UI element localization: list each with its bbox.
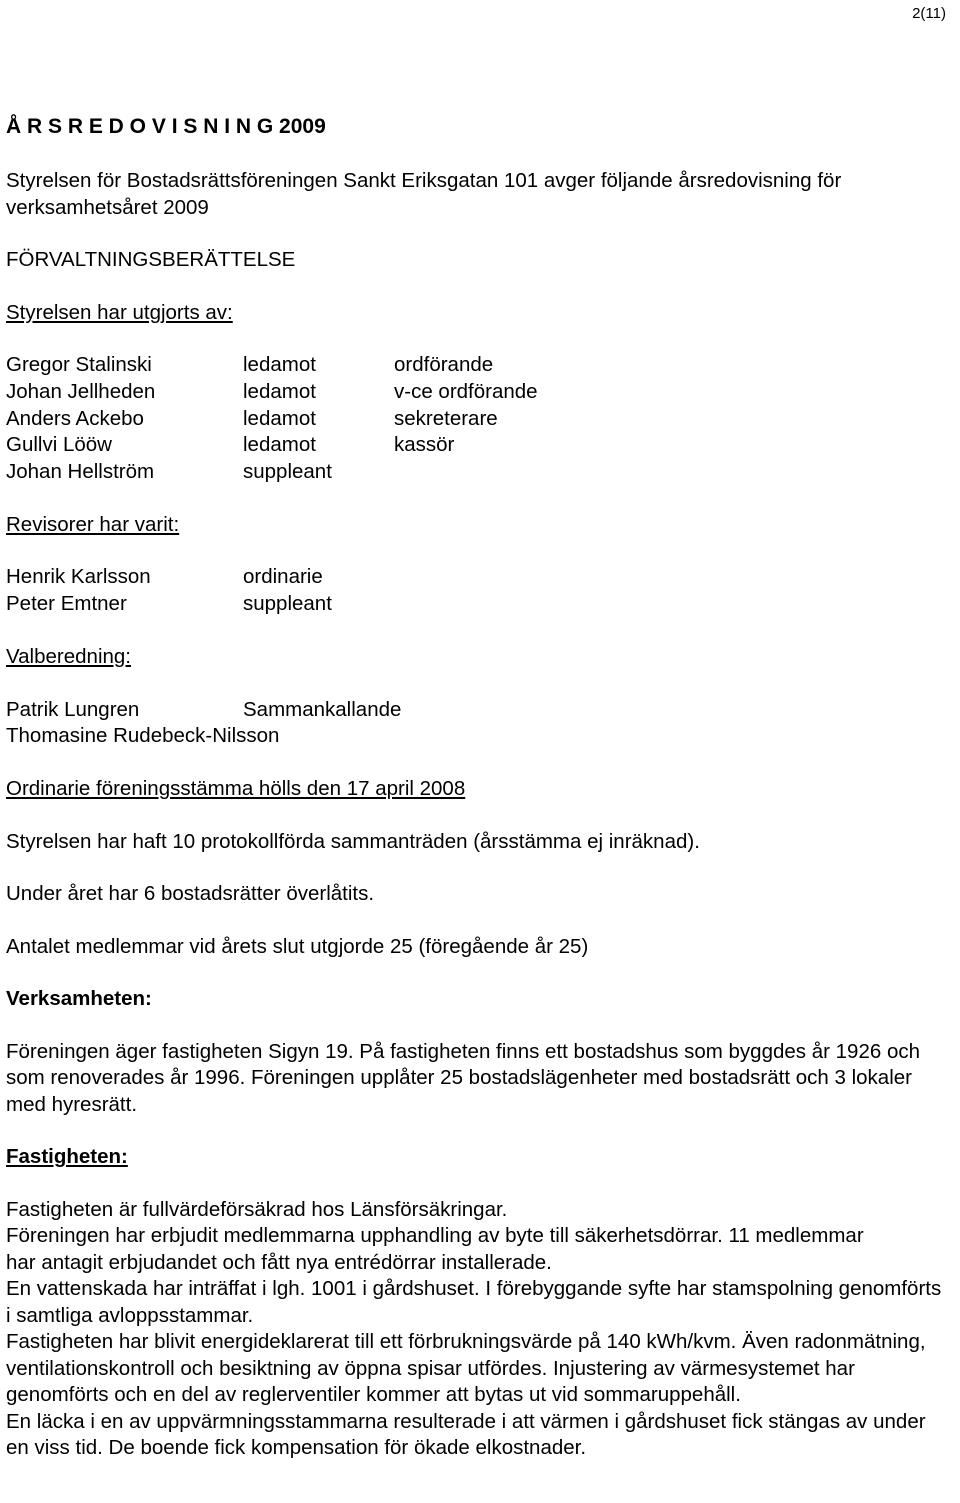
nomination-row — [6, 723, 951, 750]
meetings-text: Styrelsen har haft 10 protokollförda sammanträden (årsstämma ej inräknad). — [6, 829, 700, 853]
board-member-row — [6, 406, 951, 433]
property-paragraph: En vattenskada har inträffat i lgh. 1001 i gårdshuset. I förebyggande syfte har stamspolning genomförts i samtliga avloppsstammar. — [6, 1277, 942, 1327]
member-role: suppleant — [243, 460, 332, 484]
auditor-name: Peter Emtner — [6, 592, 127, 616]
member-position: sekreterare — [394, 406, 498, 430]
nomination-name: Thomasine Rudebeck-Nilsson — [6, 724, 280, 748]
member-role: ledamot — [243, 379, 316, 403]
member-name: Anders Ackebo — [6, 406, 144, 430]
member-name: Gullvi Lööw — [6, 433, 112, 457]
member-name: Gregor Stalinski — [6, 353, 152, 376]
page-number: 2(11) — [912, 5, 946, 22]
property-heading: Fastigheten: — [6, 1145, 128, 1169]
nomination-role: Sammankallande — [243, 697, 402, 721]
nomination-row — [6, 697, 951, 724]
auditor-row — [6, 591, 951, 618]
property-paragraph: Föreningen har erbjudit medlemmarna upphandling av byte till säkerhetsdörrar. 11 medlemmar har antagit erbjudandet och fått nya entrédörrar installerade. — [6, 1224, 864, 1274]
nomination-heading: Valberedning: — [6, 645, 131, 669]
document-title: Å R S R E D O V I S N I N G 2009 — [6, 115, 326, 138]
auditor-role: ordinarie — [243, 565, 323, 589]
member-position: ordförande — [394, 353, 494, 376]
member-name: Johan Jellheden — [6, 379, 156, 403]
board-member-row — [6, 352, 951, 379]
members-count-text: Antalet medlemmar vid årets slut utgjorde 25 (föregående år 25) — [6, 934, 589, 958]
intro-text: Styrelsen för Bostadsrättsföreningen Sankt Eriksgatan 101 avger följande årsredovisning för verksamhetsåret 2009 — [6, 169, 842, 219]
member-role: ledamot — [243, 406, 316, 430]
auditor-role: suppleant — [243, 592, 332, 616]
auditor-name: Henrik Karlsson — [6, 565, 151, 589]
document-body — [6, 112, 951, 1462]
operations-text: Föreningen äger fastigheten Sigyn 19. På fastigheten finns ett bostadshus som byggdes år 1926 och som renoverades år 1996. Föreningen upplåter 25 bostadslägenheter med bostadsrätt och 3 lokaler med hyresrätt. — [6, 1039, 920, 1116]
board-heading: Styrelsen har utgjorts av: — [6, 300, 233, 324]
auditors-list — [6, 564, 951, 618]
property-paragraph: Fastigheten har blivit energideklarerat till ett förbrukningsvärde på 140 kWh/kvm. Även radonmätning, ventilationskontroll och besiktning av öppna spisar utfördes. Injustering av värmesystemet har genomförts och en del av reglerventiler kommer att bytas ut vid sommaruppehåll. — [6, 1330, 926, 1407]
board-member-row — [6, 459, 951, 486]
auditors-heading: Revisorer har varit: — [6, 512, 180, 536]
member-role: ledamot — [243, 353, 316, 376]
transfers-text: Under året har 6 bostadsrätter överlåtits. — [6, 882, 375, 906]
property-paragraph: En läcka i en av uppvärmningsstammarna resulterade i att värmen i gårdshuset fick stängas av under en viss tid. De boende fick kompensation för ökade elkostnader. — [6, 1409, 926, 1460]
member-name: Johan Hellström — [6, 460, 155, 484]
property-paragraph: Fastigheten är fullvärdeförsäkrad hos Länsförsäkringar. — [6, 1197, 508, 1221]
board-member-row — [6, 379, 951, 406]
nomination-list — [6, 697, 951, 751]
board-list — [6, 352, 951, 486]
nomination-name: Patrik Lungren — [6, 697, 140, 721]
section-heading: FÖRVALTNINGSBERÄTTELSE — [6, 248, 296, 271]
board-member-row — [6, 432, 951, 459]
auditor-row — [6, 564, 951, 591]
operations-heading: Verksamheten: — [6, 987, 152, 1011]
meeting-heading: Ordinarie föreningsstämma hölls den 17 april 2008 — [6, 777, 466, 801]
member-position: kassör — [394, 433, 455, 457]
member-role: ledamot — [243, 433, 316, 457]
member-position: v-ce ordförande — [394, 379, 538, 403]
